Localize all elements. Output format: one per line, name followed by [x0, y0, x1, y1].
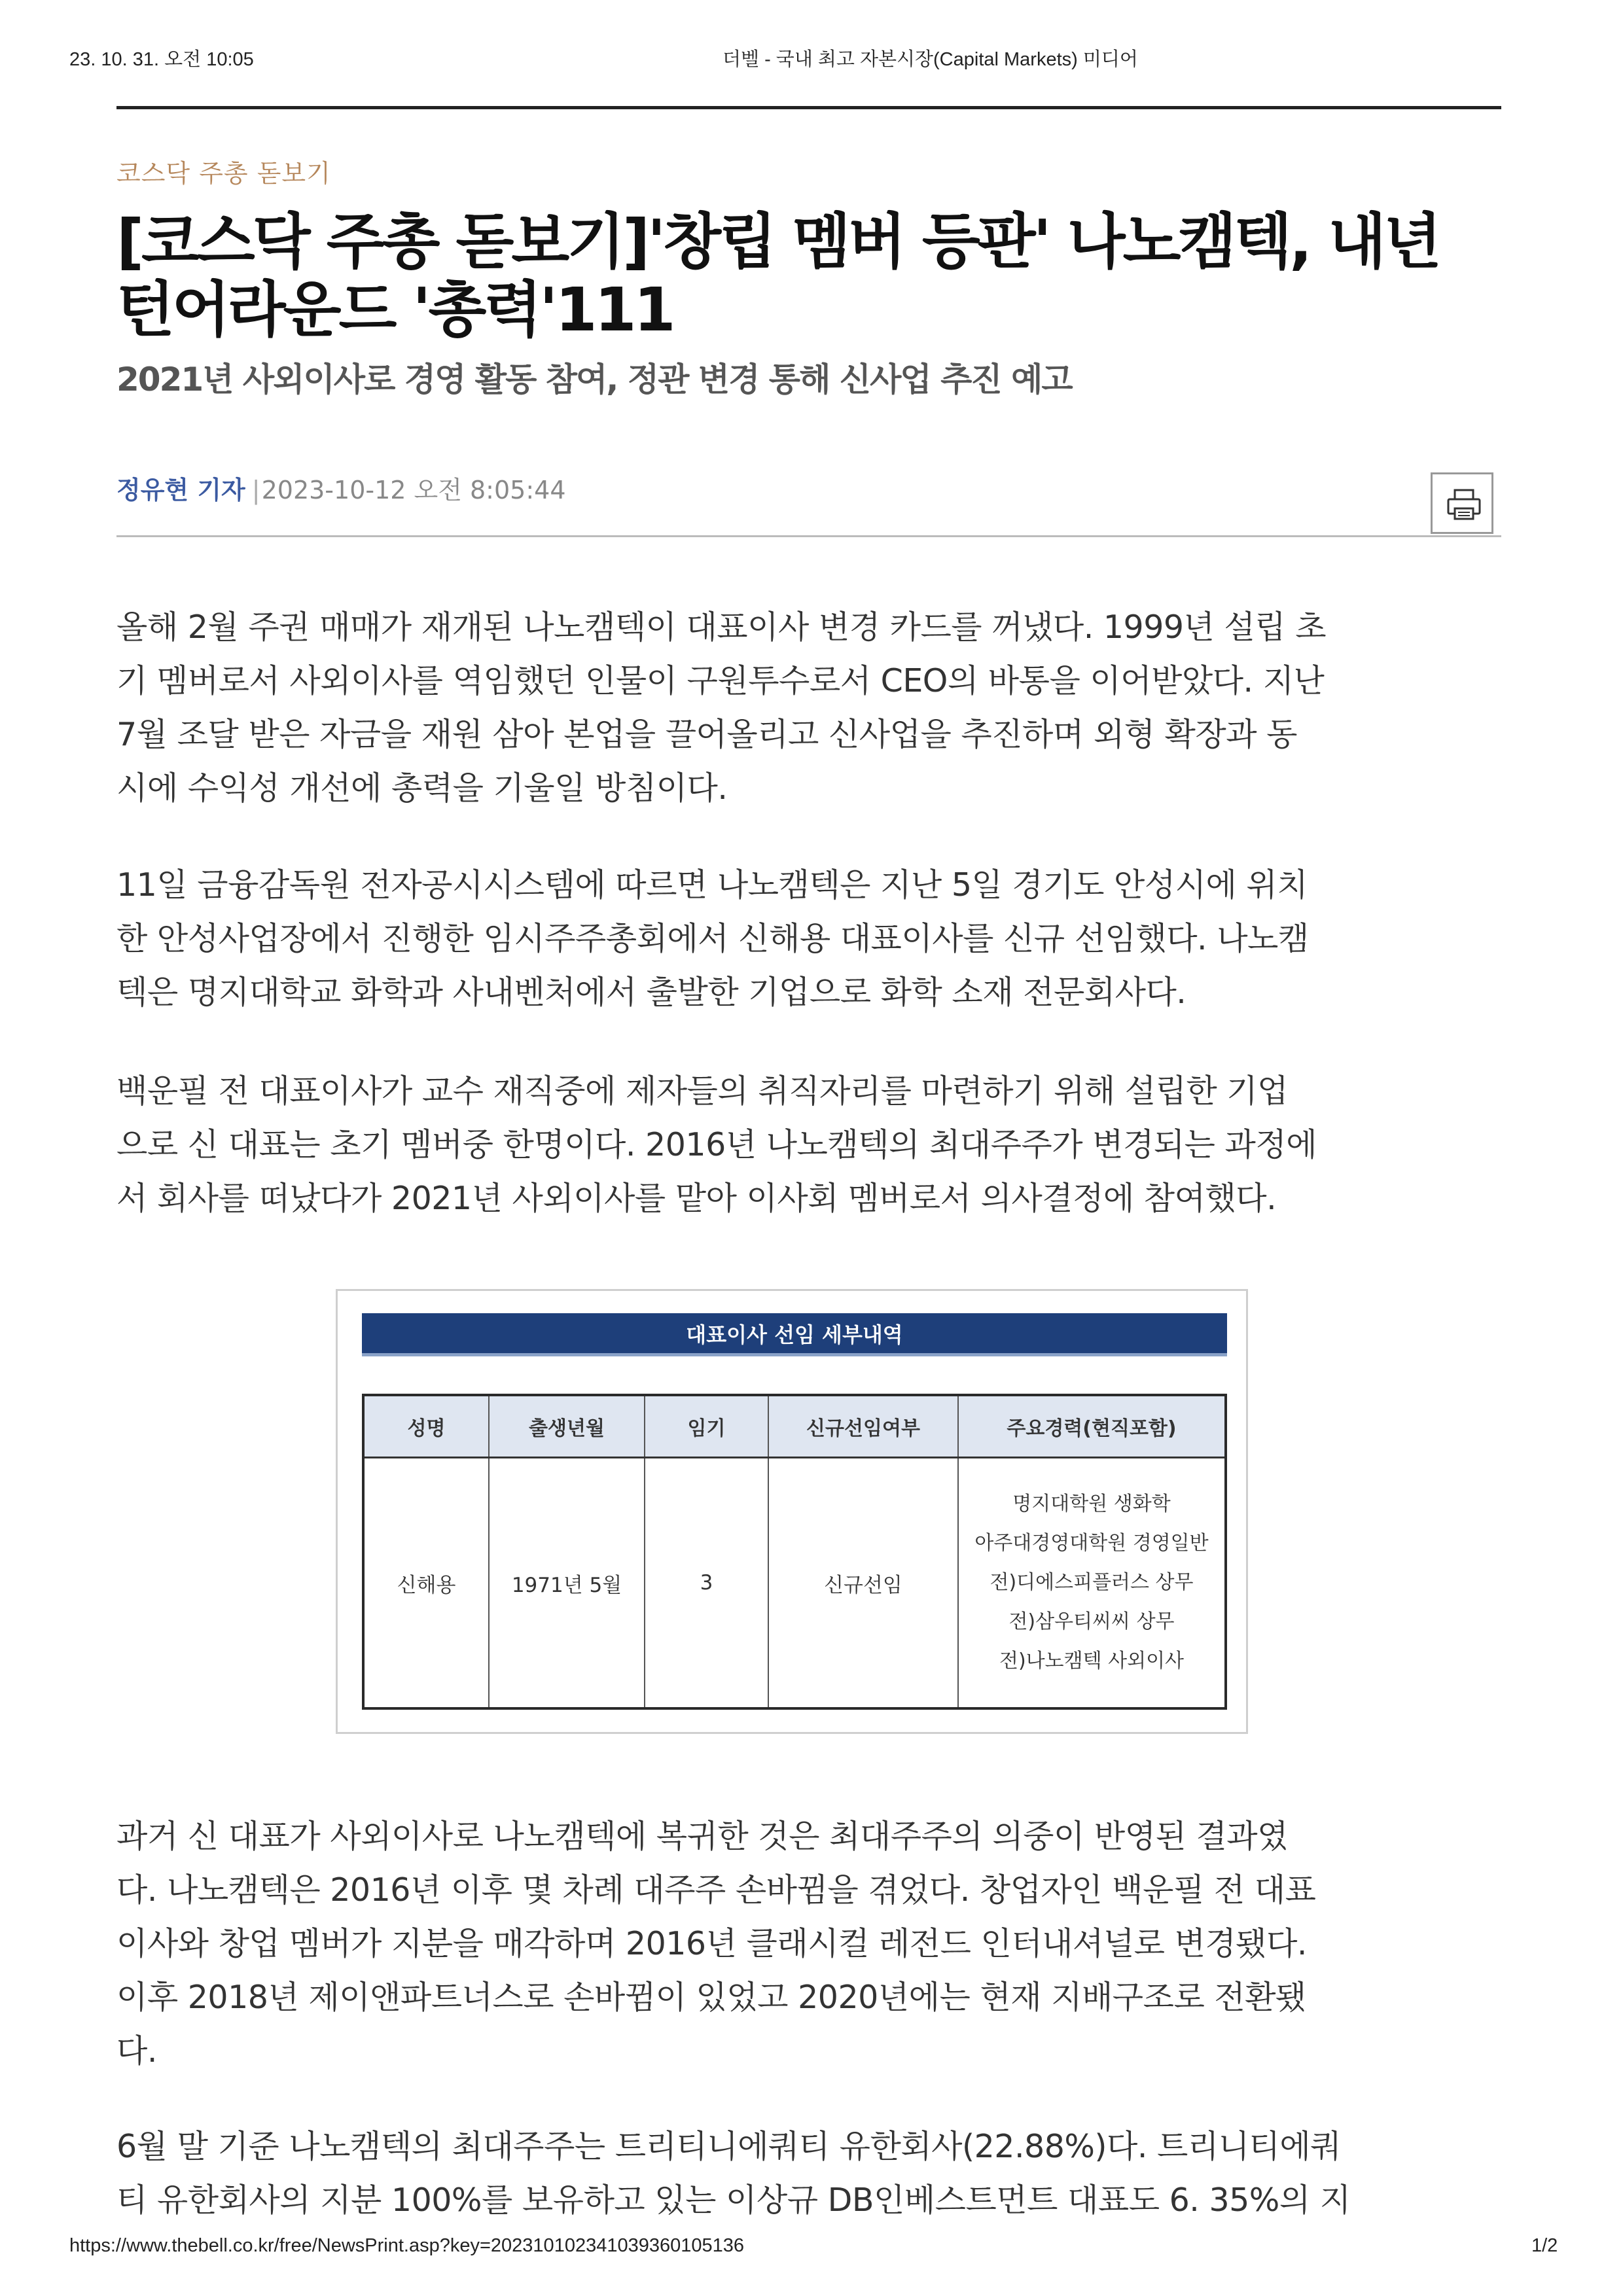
article-paragraph	[116, 1065, 1501, 1226]
section-label[interactable]: 코스닥 주총 돋보기	[116, 159, 331, 188]
cell-birth: 1971년 5월	[489, 1458, 645, 1709]
print-date: 23. 10. 31. 오전 10:05	[69, 49, 254, 70]
byline-divider	[116, 535, 1501, 537]
article-headline	[116, 208, 1517, 344]
ceo-appointment-figure	[336, 1289, 1248, 1734]
cell-term: 3	[645, 1458, 768, 1709]
text-line: 다. 나노캠텍은 2016년 이후 몇 차례 대주주 손바뀜을 겪었다. 창업자인 백운필 전 대표	[116, 1871, 1316, 1909]
text-line: 티 유한회사의 지분 100%를 보유하고 있는 이상규 DB인베스트먼트 대표도 6. 35%의 지	[116, 2181, 1351, 2219]
reporter-name[interactable]: 정유현 기자	[116, 476, 245, 504]
text-line: 7월 조달 받은 자금을 재원 삼아 본업을 끌어올리고 신사업을 추진하며 외형 확장과 동	[116, 716, 1297, 753]
text-line: 과거 신 대표가 사외이사로 나노캠텍에 복귀한 것은 최대주주의 의중이 반영된 결과였	[116, 1818, 1288, 1855]
cell-new-appointment: 신규선임	[768, 1458, 958, 1709]
column-header-career: 주요경력(현직포함)	[958, 1395, 1226, 1458]
headline-line-2: 턴어라운드 '총력'111	[116, 275, 673, 345]
cell-name: 신해용	[363, 1458, 489, 1709]
article-paragraph	[116, 2120, 1501, 2227]
column-header-birth: 출생년월	[489, 1395, 645, 1458]
figure-caption: 대표이사 선임 세부내역	[362, 1313, 1227, 1356]
text-line: 서 회사를 떠났다가 2021년 사외이사를 맡아 이사회 멤버로서 의사결정에 참여했다.	[116, 1180, 1277, 1217]
top-divider	[116, 106, 1501, 109]
headline-line-1: [코스닥 주총 돋보기]'창립 멤버 등판' 나노캠텍, 내년	[116, 207, 1439, 277]
career-item: 아주대경영대학원 경영일반	[974, 1532, 1209, 1555]
printer-icon	[1446, 486, 1482, 523]
text-line: 한 안성사업장에서 진행한 임시주주총회에서 신해용 대표이사를 신규 선임했다. 나노캠	[116, 920, 1309, 957]
byline-separator: |	[251, 476, 260, 504]
career-item: 전)나노캠텍 사외이사	[999, 1650, 1185, 1672]
table-header-row	[363, 1395, 1226, 1458]
article-paragraph	[116, 1810, 1501, 2078]
print-page-title: 더벨 - 국내 최고 자본시장(Capital Markets) 미디어	[722, 49, 1138, 70]
text-line: 으로 신 대표는 초기 멤버중 한명이다. 2016년 나노캠텍의 최대주주가 변경되는 과정에	[116, 1126, 1317, 1163]
text-line: 11일 금융감독원 전자공시시스템에 따르면 나노캠텍은 지난 5일 경기도 안성시에 위치	[116, 866, 1308, 904]
text-line: 백운필 전 대표이사가 교수 재직중에 제자들의 취직자리를 마련하기 위해 설립한 기업	[116, 1072, 1288, 1110]
text-line: 시에 수익성 개선에 총력을 기울일 방침이다.	[116, 769, 728, 807]
text-line: 이사와 창업 멤버가 지분을 매각하며 2016년 클래시컬 레전드 인터내셔널로 변경됐다.	[116, 1925, 1307, 1962]
article-paragraph	[116, 601, 1501, 815]
text-line: 텍은 명지대학교 화학과 사내벤처에서 출발한 기업으로 화학 소재 전문회사다.	[116, 974, 1186, 1011]
article-subtitle: 2021년 사외이사로 경영 활동 참여, 정관 변경 통해 신사업 추진 예고	[116, 361, 1072, 398]
publish-date: 2023-10-12 오전 8:05:44	[261, 476, 566, 504]
career-item: 전)디에스피플러스 상무	[990, 1571, 1194, 1594]
column-header-term: 임기	[645, 1395, 768, 1458]
ceo-appointment-table	[362, 1394, 1227, 1710]
column-header-name: 성명	[363, 1395, 489, 1458]
print-button[interactable]	[1431, 472, 1493, 534]
text-line: 기 멤버로서 사외이사를 역임했던 인물이 구원투수로서 CEO의 바통을 이어받았다. 지난	[116, 662, 1325, 699]
text-line: 6월 말 기준 나노캠텍의 최대주주는 트리티니에쿼티 유한회사(22.88%)다. 트리니티에쿼	[116, 2128, 1342, 2165]
career-item: 전)삼우티씨씨 상무	[1008, 1610, 1175, 1633]
column-header-new-appointment: 신규선임여부	[768, 1395, 958, 1458]
page-number: 1/2	[1531, 2235, 1558, 2256]
text-line: 이후 2018년 제이앤파트너스로 손바뀜이 있었고 2020년에는 현재 지배구조로 전환됐	[116, 1979, 1306, 2016]
byline	[116, 470, 566, 506]
career-item: 명지대학원 생화학	[1012, 1492, 1171, 1515]
cell-career	[958, 1458, 1226, 1709]
print-footer-url: https://www.thebell.co.kr/free/NewsPrint.asp?key=202310102341039360105136	[69, 2235, 745, 2256]
text-line: 다.	[116, 2032, 157, 2070]
table-row	[363, 1458, 1226, 1709]
article-paragraph	[116, 858, 1501, 1019]
text-line: 올해 2월 주권 매매가 재개된 나노캠텍이 대표이사 변경 카드를 꺼냈다. 1999년 설립 초	[116, 609, 1327, 646]
